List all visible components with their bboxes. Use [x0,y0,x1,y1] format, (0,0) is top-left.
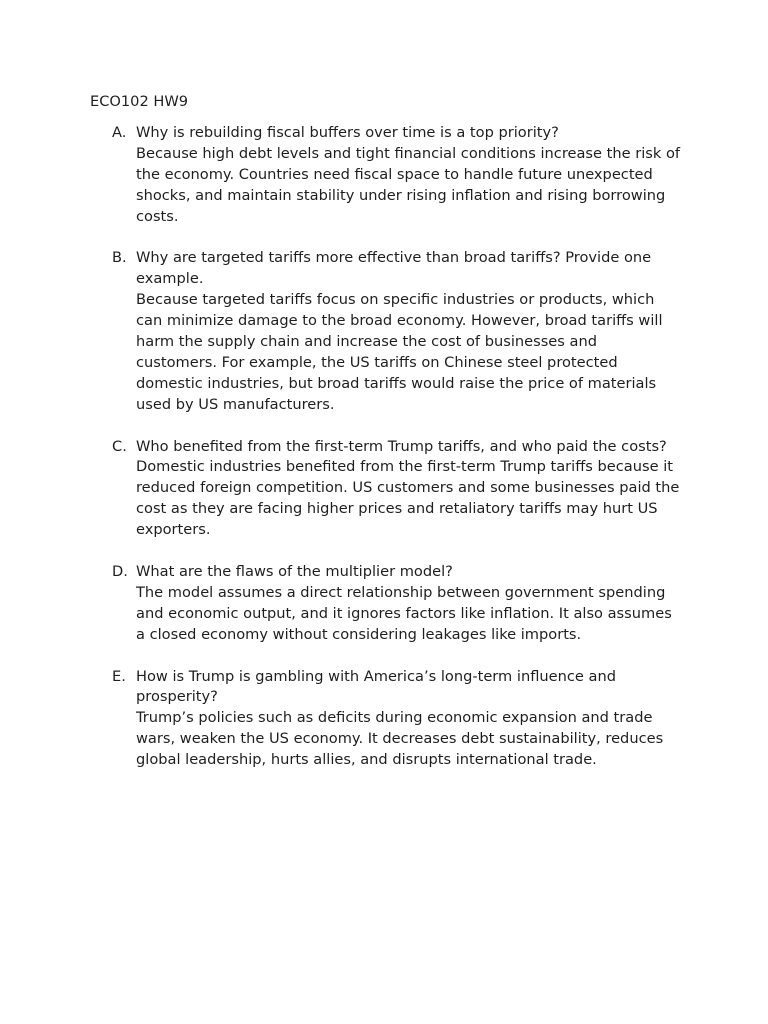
question-marker: C. [112,437,127,455]
question-body [136,667,681,772]
question-body [136,123,681,228]
answer-text: Domestic industries benefited from the first-term Trump tariffs because it reduced foreign competition. US customers and some businesses paid the cost as they are facing higher prices and retaliatory tariffs may hurt US exporters. [136,458,680,539]
question-marker: B. [112,249,127,267]
question-text: What are the flaws of the multiplier model? [136,562,453,580]
answer-text: Trump’s policies such as deficits during economic expansion and trade wars, weaken the US economy. It decreases debt sustainability, reduces global leadership, hurts allies, and disrupts international trade. [136,709,664,769]
question-marker: D. [112,562,128,580]
question-body [136,437,681,542]
question-item-d [112,562,692,646]
answer-text: The model assumes a direct relationship between government spending and economic output, and it ignores factors like inflation. It also assumes a closed economy without considering leakages like imports. [136,583,672,643]
answer-text: Because high debt levels and tight financial conditions increase the risk of the economy. Countries need fiscal space to handle future unexpected shocks, and maintain stability under rising inflation and rising borrowing costs. [136,144,681,225]
question-item-c [112,437,692,542]
question-marker: A. [112,124,127,141]
answer-text: Because targeted tariffs focus on specific industries or products, which can minimize damage to the broad economy. However, broad tariffs will harm the supply chain and increase the cost of businesses and customers. For example, the US tariffs on Chinese steel protected domestic industries, but broad tariffs would raise the price of materials used by US manufacturers. [136,291,663,413]
question-marker: E. [112,667,126,685]
question-text: Why is rebuilding fiscal buffers over time is a top priority? [136,124,559,141]
question-text: Why are targeted tariffs more effective than broad tariffs? Provide one example. [136,249,652,288]
question-item-b [112,248,692,415]
question-list [112,123,692,792]
question-item-a [112,123,692,228]
question-body [136,248,681,415]
question-item-e [112,667,692,772]
question-text: Who benefited from the first-term Trump tariffs, and who paid the costs? [136,437,667,455]
question-text: How is Trump is gambling with America’s long-term influence and prosperity? [136,667,616,706]
document-title: ECO102 HW9 [90,93,189,110]
question-body [136,562,681,646]
